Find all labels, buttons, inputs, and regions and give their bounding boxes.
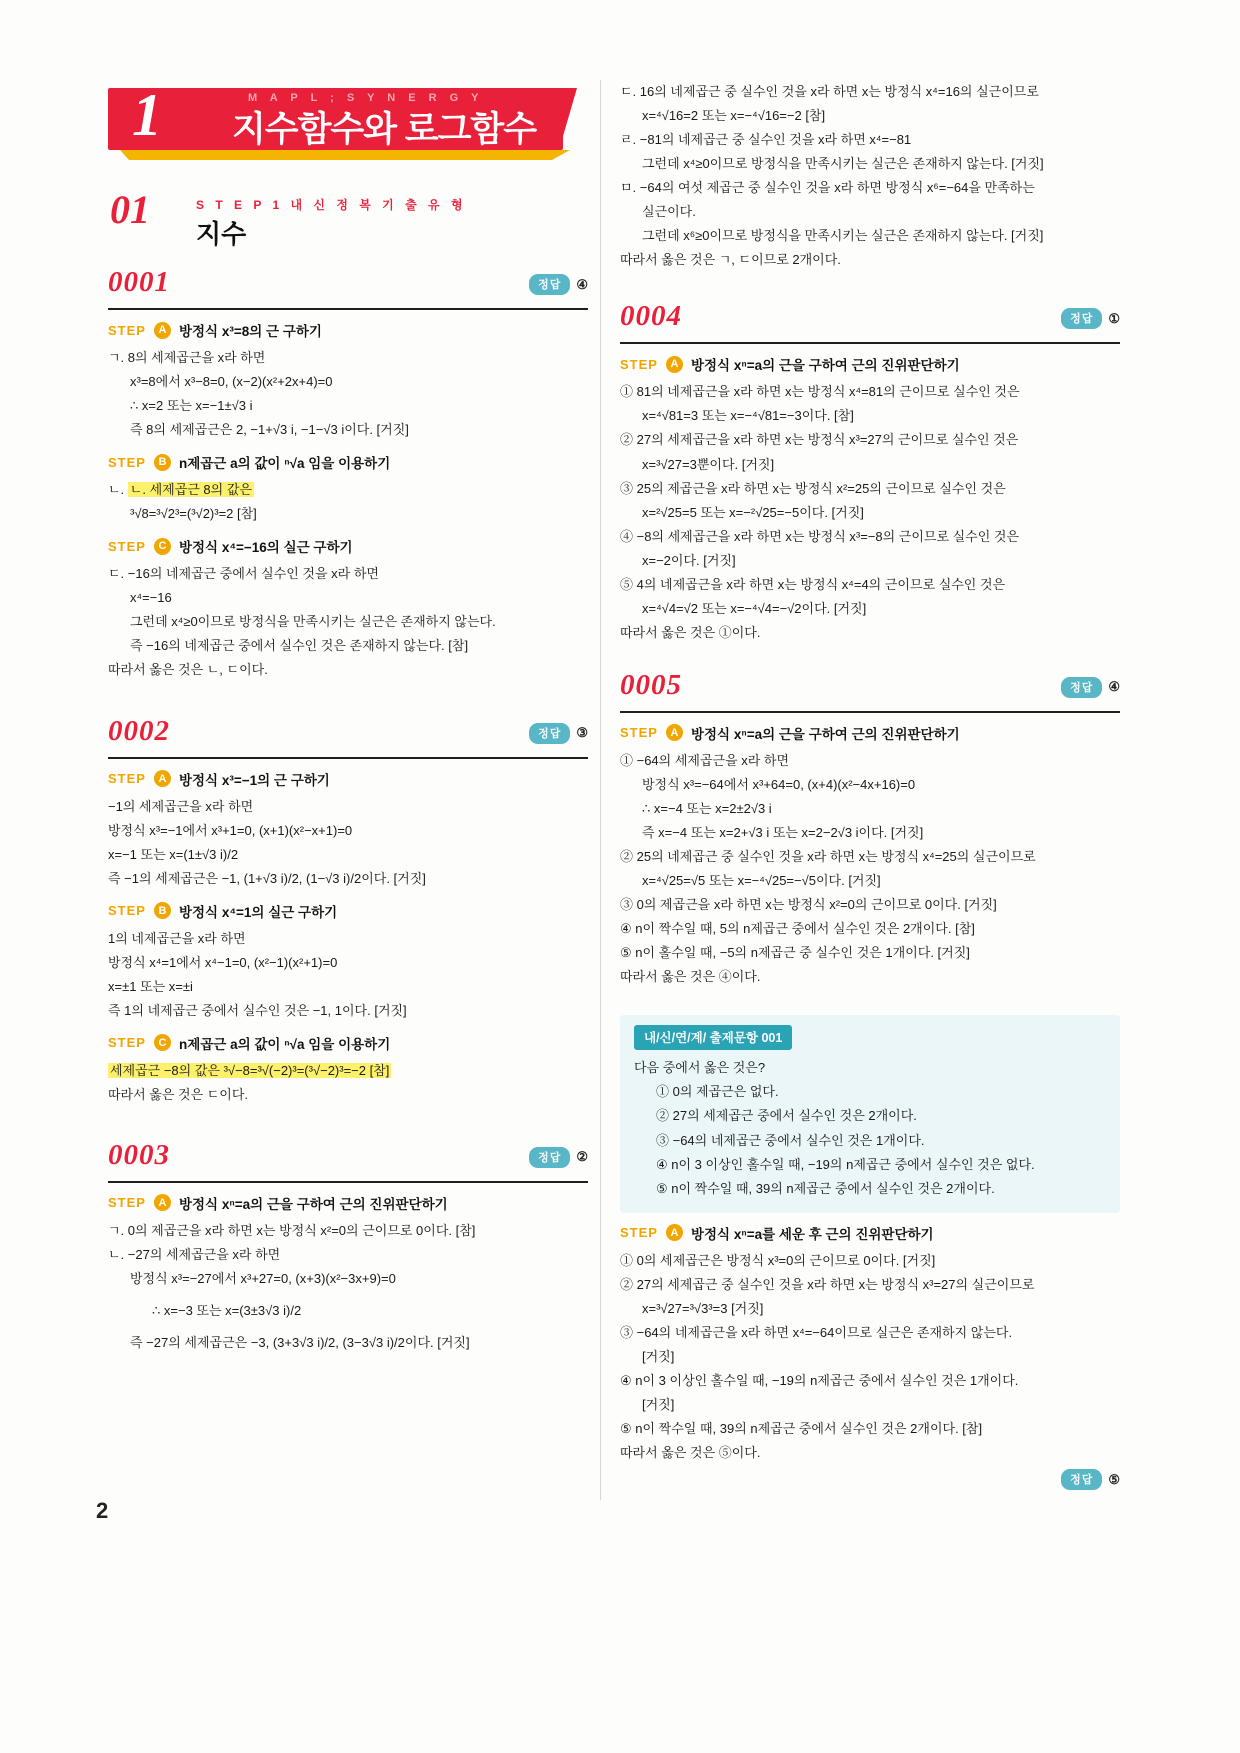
line: 방정식 x³=−27에서 x³+27=0, (x+3)(x²−3x+9)=0 [130, 1271, 396, 1287]
step-badge: A [154, 1194, 171, 1211]
step-title: 방정식 xⁿ=a의 근을 구하여 근의 진위판단하기 [690, 726, 960, 742]
section-step-label: S T E P 1 내 신 정 복 기 출 유 형 [196, 198, 467, 212]
step-body [108, 562, 588, 682]
step-header [108, 901, 588, 921]
line: 즉 −16의 네제곱근 중에서 실수인 것은 존재하지 않는다. [참] [130, 638, 469, 654]
step-body [620, 749, 1120, 989]
line: ① −64의 세제곱근을 x라 하면 [620, 752, 790, 768]
step-badge: C [154, 1034, 171, 1051]
line: 즉 −27의 세제곱근은 −3, (3+3√3 i)/2, (3−3√3 i)/2이다. [거짓] [130, 1335, 470, 1351]
line: 방정식 x³=−64에서 x³+64=0, (x+4)(x²−4x+16)=0 [642, 776, 916, 792]
question-text: 다음 중에서 옳은 것은? [634, 1060, 766, 1076]
line: ㄴ. ㄴ. 세제곱근 8의 값은 [108, 482, 252, 498]
answer-label: 정답 [1061, 308, 1102, 329]
chapter-title: 지수함수와 로그함수 [232, 110, 537, 149]
step-badge: A [666, 724, 683, 741]
step-body [108, 1059, 588, 1107]
step-header [108, 320, 588, 340]
left-column [108, 268, 588, 1381]
problem-number: 0003 [108, 1138, 170, 1171]
line: ③ −64의 네제곱근을 x라 하면 x⁴=−64이므로 실근은 존재하지 않는다. [620, 1324, 1013, 1340]
line: ② 27의 세제곱근 중 실수인 것을 x라 하면 x는 방정식 x³=27의 실근이므로 [620, 1276, 1035, 1292]
right-column [620, 80, 1120, 1490]
problem-number: 0001 [108, 266, 170, 298]
line: 따라서 옳은 것은 ⑤이다. [620, 1445, 761, 1461]
line: x=⁴√16=2 또는 x=−⁴√16=−2 [참] [642, 108, 826, 124]
line: −1의 세제곱근을 x라 하면 [108, 798, 254, 814]
answer-badge [529, 723, 588, 744]
line: 따라서 옳은 것은 ㄱ, ㄷ이므로 2개이다. [620, 252, 841, 268]
continued-solution [620, 80, 1120, 272]
line: ③ 25의 제곱근을 x라 하면 x는 방정식 x²=25의 근이므로 실수인 것은 [620, 480, 1006, 496]
line: x=⁴√25=√5 또는 x=−⁴√25=−√5이다. [거짓] [642, 873, 881, 889]
answer-value: ④ [1108, 679, 1120, 695]
line: 1의 네제곱근을 x라 하면 [108, 930, 246, 946]
line: ④ n이 3 이상인 홀수일 때, −19의 n제곱근 중에서 실수인 것은 1개이다. [620, 1372, 1019, 1388]
answer-label: 정답 [1061, 677, 1102, 698]
choice: ⑤ n이 짝수일 때, 39의 n제곱근 중에서 실수인 것은 2개이다. [656, 1180, 995, 1196]
step-header [620, 723, 1120, 743]
line: ④ −8의 세제곱근을 x라 하면 x는 방정식 x³=−8의 근이므로 실수인 것은 [620, 528, 1020, 544]
problem-0003 [108, 1138, 588, 1355]
step-body [620, 1249, 1120, 1465]
line: 실근이다. [642, 204, 696, 220]
step-word: STEP [108, 322, 146, 338]
answer-value: ① [1108, 310, 1120, 326]
problem-header [620, 302, 1120, 344]
line: ㅁ. −64의 여섯 제곱근 중 실수인 것을 x라 하면 방정식 x⁶=−64을 만족하는 [620, 180, 1035, 196]
answer-badge [620, 1469, 1120, 1490]
choice: ① 0의 제곱근은 없다. [656, 1084, 779, 1100]
chapter-banner [108, 82, 578, 158]
step-body [108, 795, 588, 891]
answer-badge [1061, 677, 1120, 698]
section-title: 지수 [196, 219, 247, 249]
line: 즉 x=−4 또는 x=2+√3 i 또는 x=2−2√3 i이다. [거짓] [642, 825, 924, 841]
step-word: STEP [620, 356, 658, 372]
step-word: STEP [108, 1035, 146, 1051]
line: 그런데 x⁴≥0이므로 방정식을 만족시키는 실근은 존재하지 않는다. [거짓] [642, 156, 1044, 172]
line: ㄱ. 8의 세제곱근을 x라 하면 [108, 350, 266, 365]
line: ① 81의 네제곱근을 x라 하면 x는 방정식 x⁴=81의 근이므로 실수인 것은 [620, 384, 1020, 400]
step-word: STEP [620, 725, 658, 741]
line: x=³√27=³√3³=3 [거짓] [642, 1300, 764, 1316]
problem-number: 0002 [108, 714, 170, 747]
line: ④ n이 짝수일 때, 5의 n제곱근 중에서 실수인 것은 2개이다. [참] [620, 921, 975, 937]
step-header [108, 536, 588, 556]
step-title: 방정식 x³=−1의 근 구하기 [178, 772, 330, 788]
answer-badge [1061, 308, 1120, 329]
line: x=±1 또는 x=±i [108, 978, 193, 994]
line: [거짓] [642, 1348, 675, 1364]
answer-label: 정답 [529, 723, 570, 744]
line: ⑤ n이 홀수일 때, −5의 n제곱근 중 실수인 것은 1개이다. [거짓] [620, 945, 970, 961]
line: 따라서 옳은 것은 ④이다. [620, 969, 761, 985]
line: ∴ x=2 또는 x=−1±√3 i [130, 398, 253, 414]
step-badge: C [154, 538, 171, 555]
step-header [108, 452, 588, 472]
line: ③ 0의 제곱근을 x라 하면 x는 방정식 x²=0의 근이므로 0이다. [거짓] [620, 897, 997, 913]
line [108, 1059, 588, 1083]
choice: ④ n이 3 이상인 홀수일 때, −19의 n제곱근 중에서 실수인 것은 없다. [656, 1156, 1035, 1172]
chapter-number: 1 [132, 82, 162, 148]
step-title: 방정식 xⁿ=a의 근을 구하여 근의 진위판단하기 [690, 358, 960, 374]
problem-0002 [108, 714, 588, 1107]
step-header [108, 1193, 588, 1213]
line: ∴ x=−3 또는 x=(3±3√3 i)/2 [152, 1303, 302, 1319]
line: 그런데 x⁴≥0이므로 방정식을 만족시키는 실근은 존재하지 않는다. [130, 614, 496, 630]
problem-number: 0005 [620, 668, 682, 701]
line: 따라서 옳은 것은 ㄷ이다. [108, 1086, 249, 1102]
step-badge: A [666, 1224, 683, 1241]
step-title: n제곱근 a의 값이 ⁿ√a 임을 이용하기 [178, 1036, 391, 1052]
line: ⑤ n이 짝수일 때, 39의 n제곱근 중에서 실수인 것은 2개이다. [참] [620, 1420, 983, 1436]
problem-0005 [620, 668, 1120, 989]
highlighted-text: ㄴ. 세제곱근 8의 값은 [129, 482, 252, 498]
step-header [108, 769, 588, 789]
line: ② 27의 세제곱근을 x라 하면 x는 방정식 x³=27의 근이므로 실수인 것은 [620, 432, 1019, 448]
line: ㄷ. −16의 네제곱근 중에서 실수인 것을 x라 하면 [108, 566, 379, 582]
answer-value: ④ [576, 276, 588, 292]
step-word: STEP [108, 1195, 146, 1211]
linked-tag: 내/신/연/계/ 출제문항 001 [634, 1025, 792, 1050]
line: x=⁴√4=√2 또는 x=−⁴√4=−√2이다. [거짓] [642, 600, 867, 616]
step-badge: A [154, 322, 171, 339]
step-badge: A [154, 770, 171, 787]
step-word: STEP [108, 538, 146, 554]
step-header [620, 354, 1120, 374]
line: [거짓] [642, 1396, 675, 1412]
answer-label: 정답 [529, 1147, 570, 1168]
step-header [620, 1223, 1120, 1243]
step-word: STEP [620, 1225, 658, 1241]
problem-0001 [108, 268, 588, 683]
linked-question-box [620, 1015, 1120, 1212]
problem-header [108, 268, 588, 310]
line: 즉 1의 네제곱근 중에서 실수인 것은 −1, 1이다. [거짓] [108, 1002, 407, 1018]
step-title: n제곱근 a의 값이 ⁿ√a 임을 이용하기 [178, 456, 391, 472]
problem-header [108, 714, 588, 759]
line: x=−2이다. [거짓] [642, 552, 736, 568]
line: 즉 −1의 세제곱근은 −1, (1+√3 i)/2, (1−√3 i)/2이다. [거짓] [108, 870, 426, 886]
problem-header [620, 668, 1120, 713]
step-body [620, 380, 1120, 645]
highlighted-text: 세제곱근 −8의 값은 ³√−8=³√(−2)³=(³√−2)³=−2 [참] [110, 1062, 390, 1078]
step-body [108, 1219, 588, 1355]
linked-question [634, 1056, 1106, 1200]
answer-value: ② [576, 1149, 588, 1165]
line: ⑤ 4의 네제곱근을 x라 하면 x는 방정식 x⁴=4의 근이므로 실수인 것은 [620, 576, 1006, 592]
page-number: 2 [96, 1498, 109, 1523]
step-word: STEP [108, 454, 146, 470]
step-body [108, 927, 588, 1023]
answer-badge [529, 1147, 588, 1168]
step-body [108, 478, 588, 526]
step-title: 방정식 xⁿ=a의 근을 구하여 근의 진위판단하기 [178, 1196, 448, 1212]
line: x=⁴√81=3 또는 x=−⁴√81=−3이다. [참] [642, 408, 854, 424]
line: ∴ x=−4 또는 x=2±2√3 i [642, 800, 772, 816]
step-title: 방정식 xⁿ=a를 세운 후 근의 진위판단하기 [690, 1226, 934, 1242]
column-divider [600, 80, 601, 1500]
line: 그런데 x⁶≥0이므로 방정식을 만족시키는 실근은 존재하지 않는다. [거짓] [642, 228, 1044, 244]
choice: ③ −64의 네제곱근 중에서 실수인 것은 1개이다. [656, 1132, 925, 1148]
line: ㄴ. −27의 세제곱근을 x라 하면 [108, 1247, 281, 1263]
line: 따라서 옳은 것은 ①이다. [620, 624, 761, 640]
line: 따라서 옳은 것은 ㄴ, ㄷ이다. [108, 662, 268, 678]
answer-label: 정답 [1061, 1469, 1102, 1490]
step-title: 방정식 x⁴=−16의 실근 구하기 [178, 540, 353, 556]
answer-value: ③ [576, 725, 588, 741]
line: x⁴=−16 [130, 590, 172, 606]
step-title: 방정식 x³=8의 근 구하기 [178, 324, 322, 339]
line: ㄹ. −81의 네제곱근 중 실수인 것을 x라 하면 x⁴=−81 [620, 132, 912, 148]
step-badge: A [666, 356, 683, 373]
series-label: M A P L ; S Y N E R G Y [248, 92, 484, 104]
linked-solution [620, 1223, 1120, 1490]
line: ³√8=³√2³=(³√2)³=2 [참] [130, 506, 257, 522]
line: 방정식 x³=−1에서 x³+1=0, (x+1)(x²−x+1)=0 [108, 822, 353, 838]
line: 방정식 x⁴=1에서 x⁴−1=0, (x²−1)(x²+1)=0 [108, 954, 338, 970]
answer-label: 정답 [529, 274, 570, 295]
line: x³=8에서 x³−8=0, (x−2)(x²+2x+4)=0 [130, 374, 333, 390]
line: ② 25의 네제곱근 중 실수인 것을 x라 하면 x는 방정식 x⁴=25의 실근이므로 [620, 849, 1036, 865]
step-word: STEP [108, 903, 146, 919]
step-header [108, 1033, 588, 1053]
step-body [108, 346, 588, 442]
line: 즉 8의 세제곱근은 2, −1+√3 i, −1−√3 i이다. [거짓] [130, 422, 409, 438]
section-number: 01 [110, 187, 150, 232]
line: ㄷ. 16의 네제곱근 중 실수인 것을 x라 하면 x는 방정식 x⁴=16의 실근이므로 [620, 84, 1039, 99]
step-word: STEP [108, 771, 146, 787]
answer-badge [529, 274, 588, 295]
line: x=−1 또는 x=(1±√3 i)/2 [108, 846, 239, 862]
step-title: 방정식 x⁴=1의 실근 구하기 [178, 904, 338, 920]
problem-0004 [620, 302, 1120, 645]
step-badge: B [154, 454, 171, 471]
line: ㄱ. 0의 제곱근을 x라 하면 x는 방정식 x²=0의 근이므로 0이다. [참] [108, 1222, 476, 1238]
line: x=²√25=5 또는 x=−²√25=−5이다. [거짓] [642, 504, 864, 520]
line: x=³√27=3뿐이다. [거짓] [642, 456, 775, 472]
problem-header [108, 1138, 588, 1183]
answer-value: ⑤ [1108, 1471, 1120, 1487]
problem-number: 0004 [620, 300, 682, 333]
step-badge: B [154, 902, 171, 919]
line: ① 0의 세제곱근은 방정식 x³=0의 근이므로 0이다. [거짓] [620, 1252, 936, 1268]
choice: ② 27의 세제곱근 중에서 실수인 것은 2개이다. [656, 1108, 917, 1124]
